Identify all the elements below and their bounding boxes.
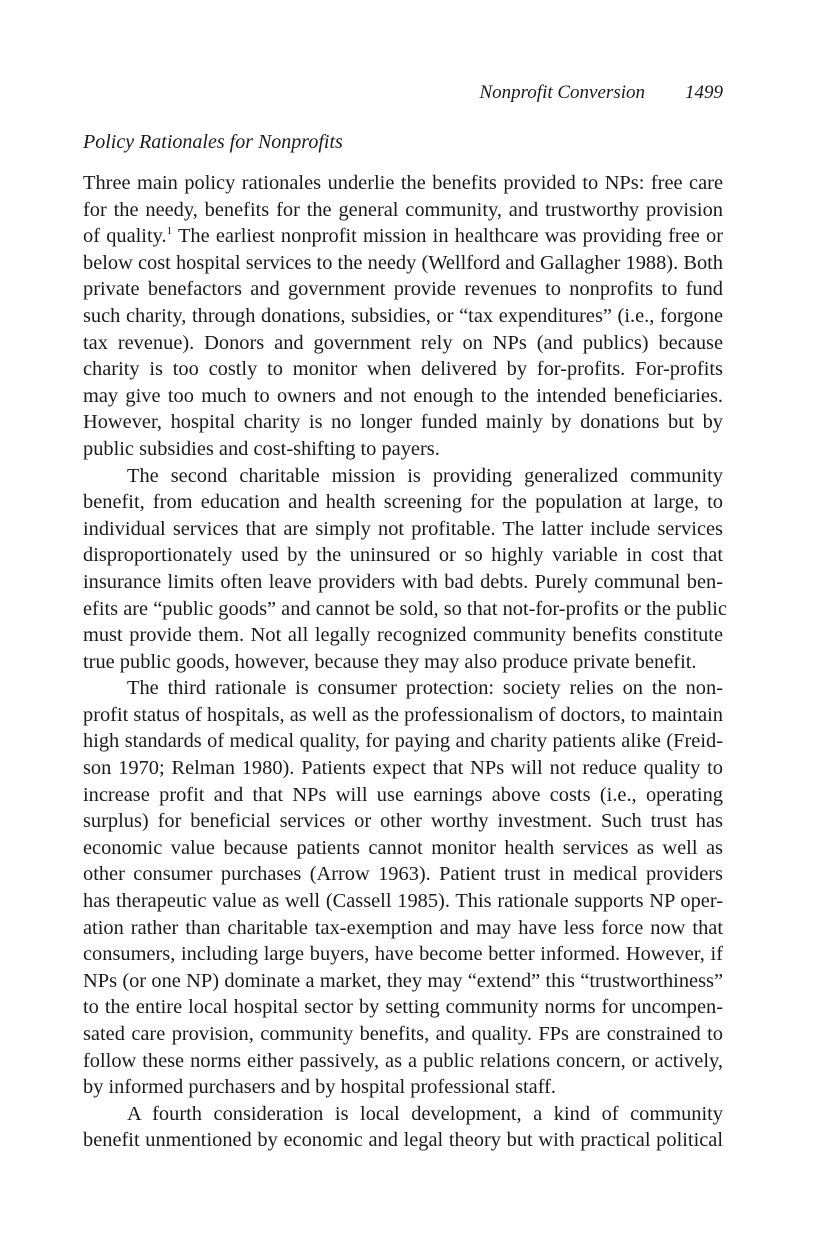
text-line: A fourth consideration is local development, a kind of community xyxy=(127,1102,723,1125)
text-line: ation rather than charitable tax-exemption and may have less force now that xyxy=(83,916,723,939)
text-line: However, hospital charity is no longer funded mainly by donations but by xyxy=(83,411,723,434)
text-line: profit status of hospitals, as well as the professionalism of doctors, to maintain xyxy=(83,703,723,726)
paragraph-2 xyxy=(83,463,727,676)
text-line: tax revenue). Donors and government rely on NPs (and publics) because xyxy=(83,331,723,354)
text-line: disproportionately used by the uninsured or so highly variable in cost that xyxy=(83,544,723,567)
footnote-marker[interactable]: 1 xyxy=(166,225,173,238)
text-line: charity is too costly to monitor when delivered by for-profits. For-profits xyxy=(83,358,723,381)
text-line: may give too much to owners and not enough to the intended beneficiaries. xyxy=(83,384,723,407)
text-line xyxy=(83,223,723,250)
text-line: The second charitable mission is providing generalized community xyxy=(127,464,723,487)
text-line: Three main policy rationales underlie the benefits provided to NPs: free care xyxy=(83,172,723,194)
paragraph-1 xyxy=(83,170,723,463)
text-line: insurance limits often leave providers with bad debts. Purely communal ben- xyxy=(83,570,723,593)
text-line: true public goods, however, because they may also produce private benefit. xyxy=(83,650,697,673)
text-line: increase profit and that NPs will use earnings above costs (i.e., operating xyxy=(83,783,723,806)
text-line: consumers, including large buyers, have become better informed. However, if xyxy=(83,943,723,966)
text-line: individual services that are simply not profitable. The latter include services xyxy=(83,517,723,540)
text-line: sated care provision, community benefits, and quality. FPs are constrained to xyxy=(83,1023,723,1045)
text-line: efits are “public goods” and cannot be sold, so that not-for-profits or the public xyxy=(83,597,727,620)
text-line: such charity, through donations, subsidies, or “tax expenditures” (i.e., forgone xyxy=(83,304,723,327)
text-line: The third rationale is consumer protection: society relies on the non- xyxy=(127,677,723,700)
text-fragment: The earliest nonprofit mission in healthcare was providing free or xyxy=(172,225,723,248)
page-number: 1499 xyxy=(685,82,723,103)
text-line: must provide them. Not all legally recognized community benefits constitute xyxy=(83,624,723,647)
text-line: follow these norms either passively, as a public relations concern, or actively, xyxy=(83,1049,723,1072)
text-line: son 1970; Relman 1980). Patients expect that NPs will not reduce quality to xyxy=(83,757,723,780)
text-line: benefit, from education and health screening for the population at large, to xyxy=(83,491,723,514)
text-line: to the entire local hospital sector by setting community norms for uncompen- xyxy=(83,996,723,1019)
text-line: below cost hospital services to the needy (Wellford and Gallagher 1988). Both xyxy=(83,251,723,274)
running-head-title: Nonprofit Conversion xyxy=(479,82,645,103)
text-fragment: of quality. xyxy=(83,225,167,248)
text-line: for the needy, benefits for the general community, and trustworthy provision xyxy=(83,198,723,221)
text-line: by informed purchasers and by hospital professional staff. xyxy=(83,1076,557,1099)
body-text xyxy=(83,170,727,1154)
paragraph-3 xyxy=(83,675,723,1101)
text-line: public subsidies and cost-shifting to payers. xyxy=(83,437,440,460)
text-line: economic value because patients cannot monitor health services as well as xyxy=(83,836,723,859)
text-line: benefit unmentioned by economic and legal theory but with practical political xyxy=(83,1129,723,1152)
section-heading: Policy Rationales for Nonprofits xyxy=(83,131,343,153)
text-line: high standards of medical quality, for paying and charity patients alike (Freid- xyxy=(83,730,723,753)
text-line: NPs (or one NP) dominate a market, they may “extend” this “trustworthiness” xyxy=(83,969,723,992)
paragraph-4 xyxy=(83,1101,723,1154)
text-line: surplus) for beneficial services or other worthy investment. Such trust has xyxy=(83,810,723,833)
text-line: has therapeutic value as well (Cassell 1985). This rationale supports NP oper- xyxy=(83,890,723,913)
text-line: other consumer purchases (Arrow 1963). Patient trust in medical providers xyxy=(83,863,723,886)
text-line: private benefactors and government provide revenues to nonprofits to fund xyxy=(83,278,723,301)
running-head xyxy=(83,82,723,104)
